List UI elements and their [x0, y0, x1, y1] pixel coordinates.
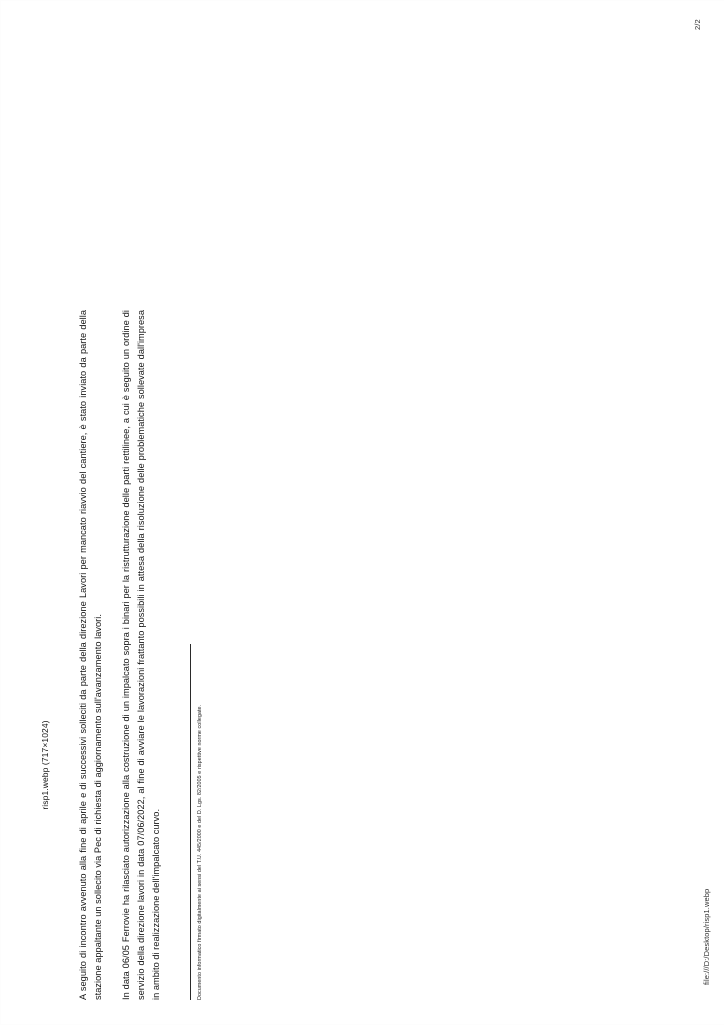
- document-body: [76, 310, 204, 1000]
- paragraph: In data 06/05 Ferrovie ha rilasciato autorizzazione alla costruzione di un impalcato sopra i binari per la ristrutturazione delle parti rettilinee, a cui è seguito un ordine di servizio della direzione lavori in data 07/06/2022, al fine di avviare le lavorazioni frattanto possibili in attesa della risoluzione delle problematiche sollevate dall'impresa in ambito di realizzazione dell'impalcato curvo.: [120, 310, 161, 1000]
- footnote-text: Documento informatico firmato digitalmente ai sensi del T.U. 445/2000 e del D. Lgs. 82/2005 e rispettive norme collegate.: [196, 704, 203, 1000]
- print-header-page-number: 2/2: [693, 19, 702, 30]
- document-title: risp1.webp (717×1024): [40, 720, 50, 810]
- document-page: [40, 240, 203, 1000]
- footnote-divider: [190, 644, 191, 1000]
- paragraph: A seguito di incontro avvenuto alla fine di aprile e di successivi solleciti da parte della direzione Lavori per mancato riavvio del cantiere, è stato inviato da parte della stazione appaltante un sollecito via Pec di richiesta di aggiornamento sull'avanzamento lavori.: [78, 310, 103, 1000]
- print-footer-file-path: file:///D:/Desktop/risp1.webp: [702, 888, 711, 985]
